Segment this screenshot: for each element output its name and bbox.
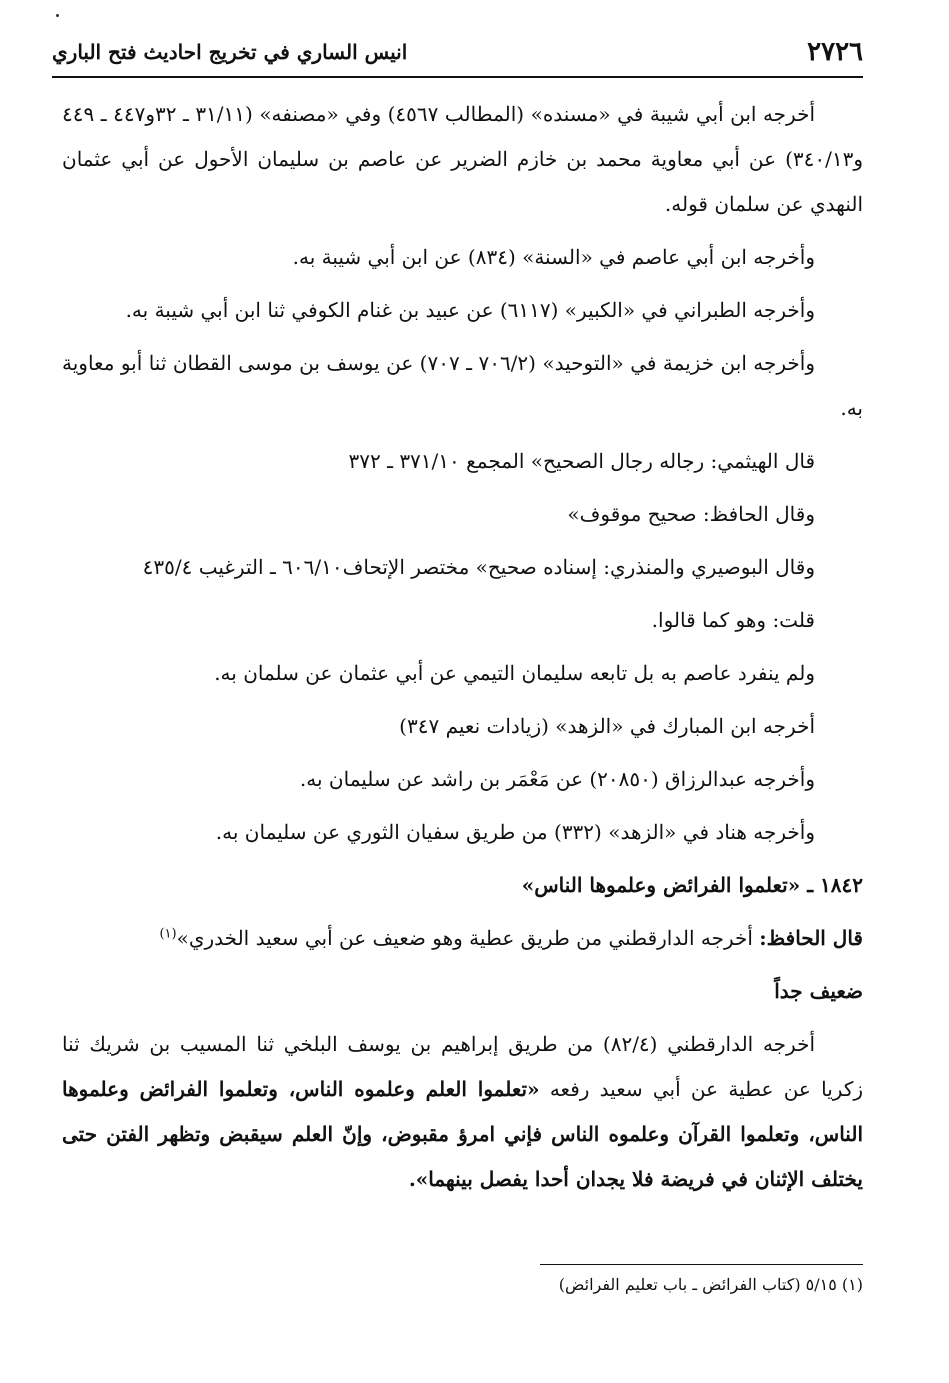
- paragraph: وأخرجه ابن خزيمة في «التوحيد» (٧٠٦/٢ ـ ٧٠٧) عن يوسف بن موسى القطان ثنا أبو معاوية به.: [62, 351, 863, 420]
- paragraph: وأخرجه ابن أبي عاصم في «السنة» (٨٣٤) عن ابن أبي شيبة به.: [292, 245, 815, 269]
- hadith-grade: ضعيف جداً: [774, 979, 863, 1003]
- hadith-title: ١٨٤٢ ـ «تعلموا الفرائض وعلموها الناس»: [521, 873, 863, 897]
- paragraph: قال الهيثمي: رجاله رجال الصحيح» المجمع ٣٧١/١٠ ـ ٣٧٢: [348, 449, 815, 473]
- hafiz-statement: [62, 916, 863, 961]
- running-title: انيس الساري في تخريج احاديث فتح الباري: [52, 40, 408, 64]
- paragraph: أخرجه ابن أبي شيبة في «مسنده» (المطالب ٤٥٦٧) وفي «مصنفه» (٣١/١١ ـ ٣٢و٤٤٧ ـ ٤٤٩ و٣٤٠/١٣) عن أبي معاوية محمد بن خازم الضرير عن عاصم بن سليمان الأحول عن أبي عثمان النهدي عن سلمان قوله.: [62, 102, 863, 216]
- header-rule: [52, 76, 863, 78]
- takhrij-matn: «تعلموا العلم وعلموه الناس، وتعلموا الفرائض وعلموها الناس، وتعلموا القرآن وعلموه الناس فإني امرؤ مقبوض، وإنّ العلم سيقبض وتظهر الفتن حتى يختلف الإثنان في فريضة فلا يجدان أحدا يفصل بينهما».: [62, 1077, 863, 1191]
- takhrij-paragraph: [62, 1022, 863, 1202]
- body-text: [62, 92, 863, 1210]
- takhrij-plain: أخرجه الدارقطني (٨٢/٤) من طريق إبراهيم بن يوسف البلخي ثنا المسيب بن شريك ثنا زكريا عن عطية عن أبي سعيد رفعه: [62, 1032, 863, 1101]
- paragraph: وقال البوصيري والمنذري: إسناده صحيح» مختصر الإتحاف٦٠٦/١٠ ـ الترغيب ٤٣٥/٤: [142, 555, 815, 579]
- paragraph: ولم ينفرد عاصم به بل تابعه سليمان التيمي عن أبي عثمان عن سلمان به.: [214, 661, 815, 685]
- footnote: (١) ٥/١٥ (كتاب الفرائض ـ باب تعليم الفرائض): [558, 1275, 863, 1294]
- paragraph: أخرجه ابن المبارك في «الزهد» (زيادات نعيم ٣٤٧): [399, 714, 815, 738]
- paragraph: وأخرجه عبدالرزاق (٢٠٨٥٠) عن مَعْمَر بن راشد عن سليمان به.: [299, 767, 815, 791]
- hafiz-label: قال الحافظ:: [759, 926, 863, 950]
- footnote-rule: [540, 1264, 863, 1265]
- paragraph: قلت: وهو كما قالوا.: [651, 608, 815, 632]
- page-number: ٢٧٢٦: [807, 37, 863, 67]
- paragraph: وأخرجه الطبراني في «الكبير» (٦١١٧) عن عبيد بن غنام الكوفي ثنا ابن أبي شيبة به.: [125, 298, 815, 322]
- paragraph: وقال الحافظ: صحيح موقوف»: [567, 502, 815, 526]
- paragraph: وأخرجه هناد في «الزهد» (٣٣٢) من طريق سفيان الثوري عن سليمان به.: [215, 820, 815, 844]
- footnote-marker: (١): [159, 926, 177, 942]
- scan-speck: [56, 14, 59, 17]
- page-header: [52, 30, 863, 74]
- hafiz-text: أخرجه الدارقطني من طريق عطية وهو ضعيف عن أبي سعيد الخدري»: [176, 926, 753, 950]
